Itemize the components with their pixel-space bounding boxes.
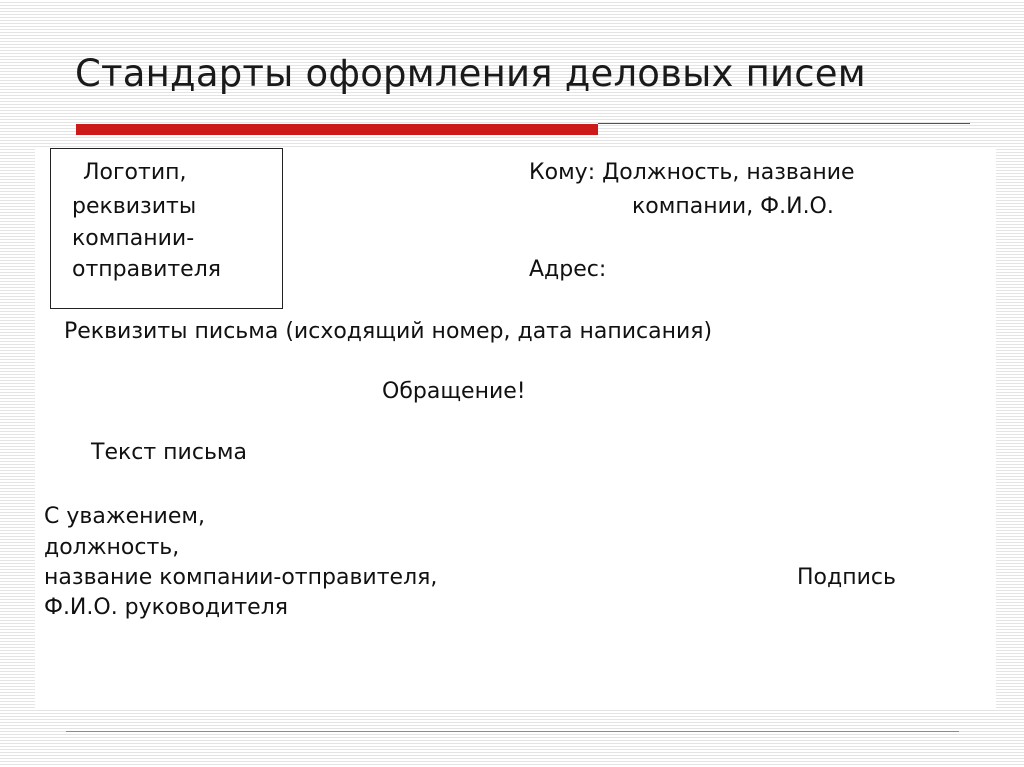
salutation: Обращение! bbox=[382, 379, 526, 404]
logo-line-2: реквизиты bbox=[72, 194, 197, 219]
logo-line-3: компании- bbox=[72, 226, 195, 251]
slide-title: Стандарты оформления деловых писем bbox=[75, 52, 866, 95]
closing-line-3: название компании-отправителя, bbox=[44, 565, 438, 590]
logo-line-4: отправителя bbox=[72, 257, 222, 282]
recipient-line-2: компании, Ф.И.О. bbox=[632, 194, 834, 219]
logo-line-1: Логотип, bbox=[83, 160, 187, 185]
letter-details: Реквизиты письма (исходящий номер, дата написания) bbox=[64, 319, 713, 344]
closing-line-1: С уважением, bbox=[44, 504, 205, 529]
signature: Подпись bbox=[797, 565, 896, 590]
title-underline-thin bbox=[598, 123, 970, 124]
footer-rule bbox=[66, 731, 959, 732]
body-text: Текст письма bbox=[91, 440, 247, 465]
recipient-line-1: Кому: Должность, название bbox=[529, 160, 855, 185]
title-underline-thick bbox=[76, 124, 598, 135]
closing-line-2: должность, bbox=[44, 535, 180, 560]
closing-line-4: Ф.И.О. руководителя bbox=[44, 595, 288, 620]
recipient-address: Адрес: bbox=[529, 257, 607, 282]
